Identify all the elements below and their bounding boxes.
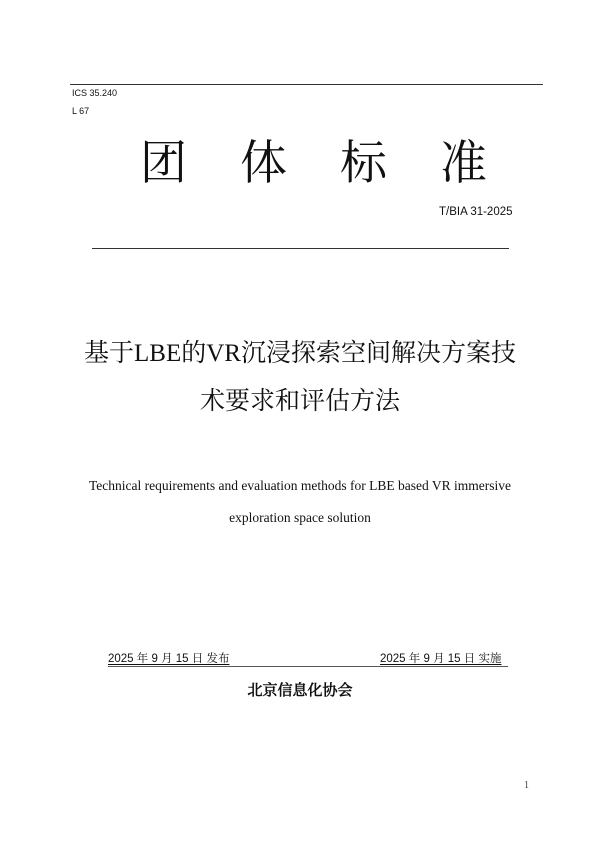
top-rule bbox=[70, 84, 543, 85]
main-title-cn-line2: 术要求和评估方法 bbox=[199, 388, 400, 415]
title-en-line1: Technical requirements and evaluation methods for LBE based VR immersive bbox=[88, 478, 512, 493]
title-rule bbox=[92, 248, 509, 249]
publish-date: 2025 年 9 月 15 日 发布 bbox=[108, 653, 230, 665]
main-title-cn-line1: 基于LBE的VR沉浸探索空间解决方案技 bbox=[84, 340, 516, 367]
standard-type-title: 团体标准 bbox=[140, 136, 540, 191]
implement-date: 2025 年 9 月 15 日 实施 bbox=[380, 653, 502, 665]
title-en-line2: exploration space solution bbox=[229, 510, 371, 525]
ccs-code: L 67 bbox=[72, 106, 90, 116]
date-rule bbox=[108, 666, 508, 667]
standard-number: T/BIA 31-2025 bbox=[439, 206, 513, 218]
ics-code: ICS 35.240 bbox=[72, 88, 118, 98]
issuing-organization: 北京信息化协会 bbox=[247, 683, 353, 699]
page-number: 1 bbox=[524, 780, 529, 791]
